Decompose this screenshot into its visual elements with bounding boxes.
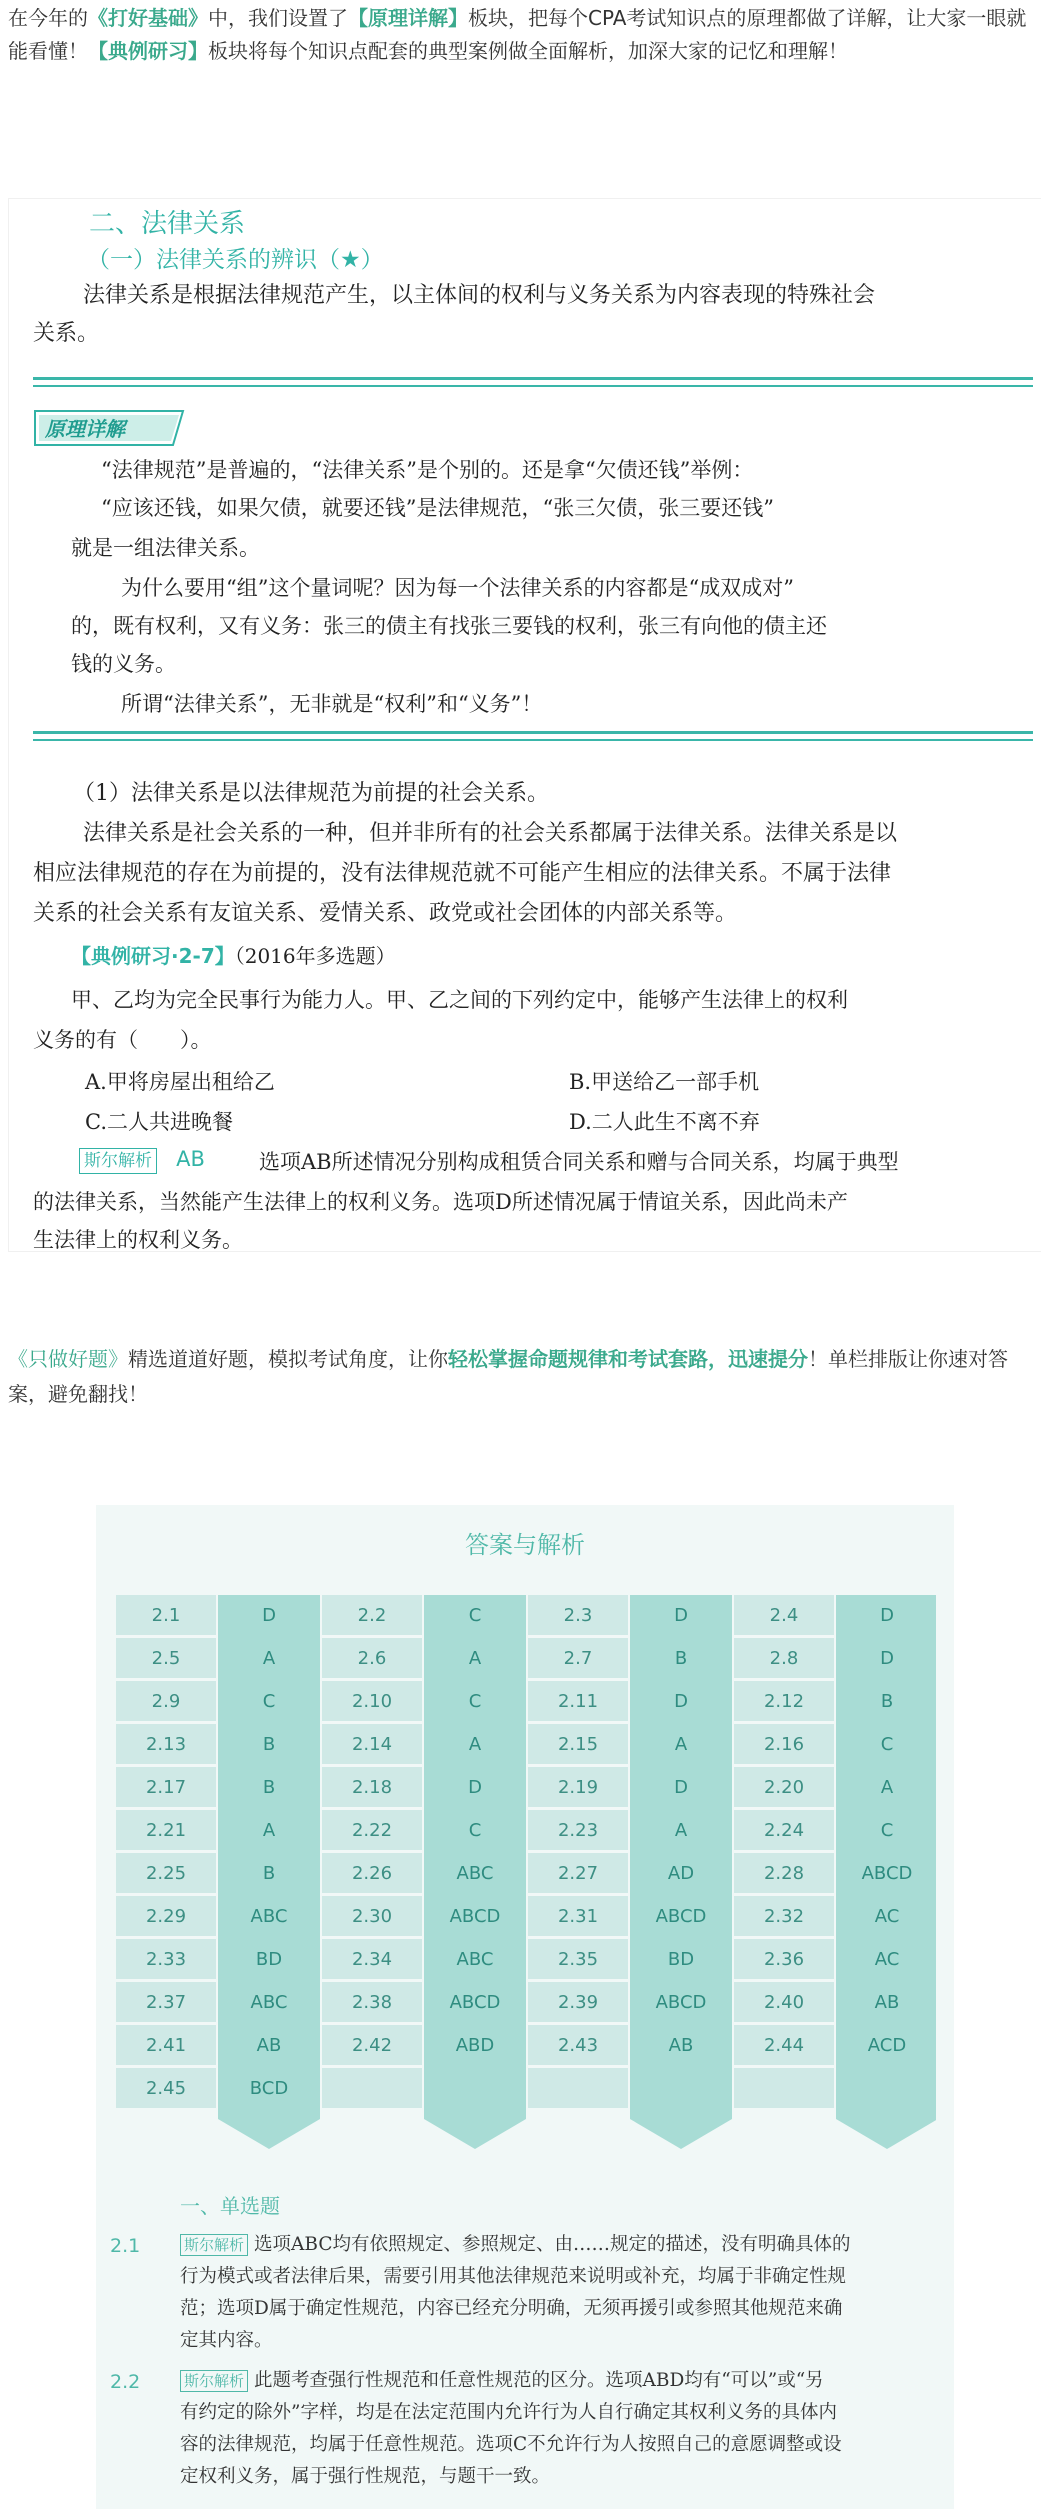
tag-principle: 【原理详解】	[348, 6, 468, 30]
question-number-cell: 2.8	[734, 1638, 834, 1678]
explanation-line: 定权利义务，属于强行性规范，与题干一致。	[180, 2466, 551, 2487]
answer-cell: BD	[667, 1948, 695, 1970]
question-number-cell: 2.27	[528, 1853, 628, 1893]
answer-cell: ABCD	[655, 1991, 707, 2013]
principle-line: 为什么要用“组”这个量词呢？因为每一个法律关系的内容都是“成双成对”	[121, 576, 794, 600]
question-number-cell: 2.23	[528, 1810, 628, 1850]
explanation	[180, 2229, 850, 2357]
principle-tag	[33, 407, 181, 447]
intro-text: 在今年的	[8, 6, 88, 30]
subsection-heading: （一）法律关系的辨识（★）	[87, 247, 384, 273]
question-number-cell: 2.14	[322, 1724, 422, 1764]
question-number-cell: 2.3	[528, 1595, 628, 1635]
explanation-line: 行为模式或者法律后果，需要引用其他法律规范来说明或补充，均属于非确定性规	[180, 2266, 847, 2287]
intro-text: 板块将每个知识点配套的典型案例做全面解析，加深大家的记忆和理解！	[208, 39, 848, 63]
question-number-cell: 2.32	[734, 1896, 834, 1936]
answer-cell: C	[880, 1733, 894, 1755]
answer-cell: D	[880, 1604, 894, 1626]
answer-cell: AB	[256, 2034, 282, 2056]
book-title-zhizuo: 《只做好题》	[8, 1347, 128, 1371]
analysis-line: 选项AB所述情况分别构成租赁合同关系和赠与合同关系，均属于典型	[259, 1150, 899, 1174]
answer-cell: A	[262, 1819, 276, 1841]
answer-cell: ABCD	[655, 1905, 707, 1927]
question-number-cell: 2.5	[116, 1638, 216, 1678]
answer-cell: D	[674, 1690, 688, 1712]
question-number-cell: 2.20	[734, 1767, 834, 1807]
answer-cell: ABC	[250, 1905, 288, 1927]
principle-line: “法律规范”是普遍的，“法律关系”是个别的。还是拿“欠债还钱”举例：	[101, 458, 754, 482]
answer-cell: D	[674, 1604, 688, 1626]
question-number-cell: 2.7	[528, 1638, 628, 1678]
question-number-cell: 2.28	[734, 1853, 834, 1893]
case-year: （2016年多选题）	[234, 944, 396, 968]
case-heading	[71, 937, 1041, 976]
question-number-cell: 2.36	[734, 1939, 834, 1979]
option-a: A.甲将房屋出租给乙	[85, 1070, 275, 1094]
question-number-cell: 2.19	[528, 1767, 628, 1807]
point-heading: （1）法律关系是以法律规范为前提的社会关系。	[73, 781, 549, 806]
highlight-text: 轻松掌握命题规律和考试套路，迅速提分	[448, 1347, 808, 1371]
intro-text: 板块，把每个CPA考试知识点的原理都做了详解，让大家一眼就能看懂！	[8, 6, 1027, 63]
answer-cell: ABCD	[449, 1905, 501, 1927]
answer-cell: C	[880, 1819, 894, 1841]
answer-cell: B	[262, 1776, 276, 1798]
answer-cell: ABD	[455, 2034, 495, 2056]
body-line: 相应法律规范的存在为前提的，没有法律规范就不可能产生相应的法律关系。不属于法律	[33, 861, 892, 886]
intro-paragraph-2	[8, 1342, 1028, 1412]
empty-cell	[322, 2068, 422, 2108]
question-number-cell: 2.44	[734, 2025, 834, 2065]
section-title: 一、单选题	[180, 2194, 280, 2218]
empty-cell	[734, 2068, 834, 2108]
definition-line: 关系。	[33, 321, 100, 346]
question-number-cell: 2.6	[322, 1638, 422, 1678]
answer-cell: D	[468, 1776, 482, 1798]
divider	[33, 385, 1033, 387]
question-number-cell: 2.12	[734, 1681, 834, 1721]
answer-cell: D	[262, 1604, 276, 1626]
book-page-excerpt	[8, 198, 1041, 1252]
answer-cell: C	[262, 1690, 276, 1712]
question-number-cell: 2.15	[528, 1724, 628, 1764]
question-number-cell: 2.30	[322, 1896, 422, 1936]
intro-text: ！单栏排版让你速对答案，避免翻找！	[8, 1347, 1008, 1406]
question-number-cell: 2.45	[116, 2068, 216, 2108]
intro-text: 精选道道好题，模拟考试角度，让你	[128, 1347, 448, 1371]
answer-cell: AC	[874, 1905, 900, 1927]
answer-cell: B	[262, 1733, 276, 1755]
question-number-cell: 2.35	[528, 1939, 628, 1979]
question-number-cell: 2.34	[322, 1939, 422, 1979]
intro-paragraph	[8, 2, 1028, 68]
question-number-cell: 2.11	[528, 1681, 628, 1721]
body-line: 关系的社会关系有友谊关系、爱情关系、政党或社会团体的内部关系等。	[33, 901, 738, 926]
analysis-line: 生法律上的权利义务。	[33, 1228, 243, 1252]
question-number-cell: 2.18	[322, 1767, 422, 1807]
question-number: 2.1	[110, 2235, 141, 2257]
question-number-cell: 2.17	[116, 1767, 216, 1807]
question-number-cell: 2.22	[322, 1810, 422, 1850]
tag-case: 【典例研习】	[88, 39, 208, 63]
answer-cell: AD	[667, 1862, 695, 1884]
answer-cell: ABCD	[449, 1991, 501, 2013]
analysis-tag: 斯尔解析	[79, 1148, 157, 1174]
answer-cell: BCD	[249, 2077, 289, 2099]
answer-cell: D	[674, 1776, 688, 1798]
question-number-cell: 2.38	[322, 1982, 422, 2022]
principle-line: 就是一组法律关系。	[71, 536, 260, 560]
question-number-cell: 2.29	[116, 1896, 216, 1936]
question-number-cell: 2.24	[734, 1810, 834, 1850]
answer-cell: ABC	[250, 1991, 288, 2013]
answer-cell: C	[468, 1690, 482, 1712]
question-number-cell: 2.26	[322, 1853, 422, 1893]
question-number-cell: 2.13	[116, 1724, 216, 1764]
question-number-cell: 2.1	[116, 1595, 216, 1635]
answer-cell: AB	[668, 2034, 694, 2056]
explanation	[180, 2365, 842, 2493]
body-line: 法律关系是社会关系的一种，但并非所有的社会关系都属于法律关系。法律关系是以	[83, 821, 898, 846]
question-line: 甲、乙均为完全民事行为能力人。甲、乙之间的下列约定中，能够产生法律上的权利	[71, 988, 848, 1012]
question-number-cell: 2.2	[322, 1595, 422, 1635]
answer-cell: B	[262, 1862, 276, 1884]
definition-line: 法律关系是根据法律规范产生，以主体间的权利与义务关系为内容表现的特殊社会	[83, 283, 876, 308]
answer-cell: A	[262, 1647, 276, 1669]
question-number-cell: 2.4	[734, 1595, 834, 1635]
question-number-cell: 2.21	[116, 1810, 216, 1850]
analysis-heading	[79, 1147, 205, 1174]
answer-cell: A	[468, 1733, 482, 1755]
answer-cell: AC	[874, 1948, 900, 1970]
option-d: D.二人此生不离不弃	[569, 1110, 760, 1134]
option-b: B.甲送给乙一部手机	[569, 1070, 760, 1094]
answer-cell: A	[674, 1819, 688, 1841]
answer-cell: AB	[874, 1991, 900, 2013]
analysis-answer: AB	[176, 1147, 205, 1171]
answer-cell: C	[468, 1604, 482, 1626]
question-number-cell: 2.37	[116, 1982, 216, 2022]
explanation-tag: 斯尔解析	[180, 2370, 248, 2392]
principle-line: 钱的义务。	[71, 652, 176, 676]
divider	[33, 731, 1033, 734]
question-number-cell: 2.25	[116, 1853, 216, 1893]
section-heading: 二、法律关系	[89, 209, 246, 239]
principle-line: 所谓“法律关系”，无非就是“权利”和“义务”！	[121, 692, 543, 716]
question-number-cell: 2.40	[734, 1982, 834, 2022]
question-number-cell: 2.31	[528, 1896, 628, 1936]
analysis-line: 的法律关系，当然能产生法律上的权利义务。选项D所述情况属于情谊关系，因此尚未产	[33, 1190, 848, 1214]
answer-cell: C	[468, 1819, 482, 1841]
question-number-cell: 2.16	[734, 1724, 834, 1764]
empty-cell	[528, 2068, 628, 2108]
principle-line: 的，既有权利，又有义务：张三的债主有找张三要钱的权利，张三有向他的债主还	[71, 614, 827, 638]
answers-title: 答案与解析	[465, 1531, 585, 1559]
explanation-tag: 斯尔解析	[180, 2234, 248, 2256]
answers-page	[96, 1505, 954, 2509]
answer-cell: A	[468, 1647, 482, 1669]
answer-cell: ABCD	[861, 1862, 913, 1884]
answer-cell: ABC	[456, 1862, 494, 1884]
explanation-line: 范；选项D属于确定性规范，内容已经充分明确，无须再援引或参照其他规范来确	[180, 2298, 843, 2319]
explanation-line: 此题考查强行性规范和任意性规范的区分。选项ABD均有“可以”或“另	[254, 2370, 824, 2391]
explanation-line: 有约定的除外”字样，均是在法定范围内允许行为人自行确定其权利义务的具体内	[180, 2402, 837, 2423]
option-c: C.二人共进晚餐	[85, 1110, 233, 1134]
question-number-cell: 2.9	[116, 1681, 216, 1721]
question-number-cell: 2.41	[116, 2025, 216, 2065]
question-number-cell: 2.42	[322, 2025, 422, 2065]
question-number-cell: 2.39	[528, 1982, 628, 2022]
answer-cell: B	[674, 1647, 688, 1669]
question-number-cell: 2.43	[528, 2025, 628, 2065]
question-line: 义务的有（ ）。	[33, 1028, 212, 1052]
answer-cell: BD	[255, 1948, 283, 1970]
answer-cell: A	[674, 1733, 688, 1755]
book-title-dahao: 《打好基础》	[88, 6, 208, 30]
answer-cell: B	[880, 1690, 894, 1712]
divider	[33, 739, 1033, 741]
intro-text: 中，我们设置了	[208, 6, 348, 30]
answer-cell: ACD	[867, 2034, 907, 2056]
answer-cell: A	[880, 1776, 894, 1798]
divider	[33, 377, 1033, 380]
answer-cell: ABC	[456, 1948, 494, 1970]
question-number-cell: 2.10	[322, 1681, 422, 1721]
explanation-line: 选项ABC均有依照规定、参照规定、由……规定的描述，没有明确具体的	[254, 2234, 851, 2255]
principle-line: “应该还钱，如果欠债，就要还钱”是法律规范，“张三欠债，张三要还钱”	[101, 496, 774, 520]
case-tag: 【典例研习·2-7】	[71, 944, 235, 968]
explanation-line: 定其内容。	[180, 2330, 273, 2351]
question-number-cell: 2.33	[116, 1939, 216, 1979]
explanation-line: 容的法律规范，均属于任意性规范。选项C不允许行为人按照自己的意愿调整或设	[180, 2434, 842, 2455]
question-number: 2.2	[110, 2371, 141, 2393]
principle-tag-label: 原理详解	[45, 417, 125, 441]
answer-cell: D	[880, 1647, 894, 1669]
